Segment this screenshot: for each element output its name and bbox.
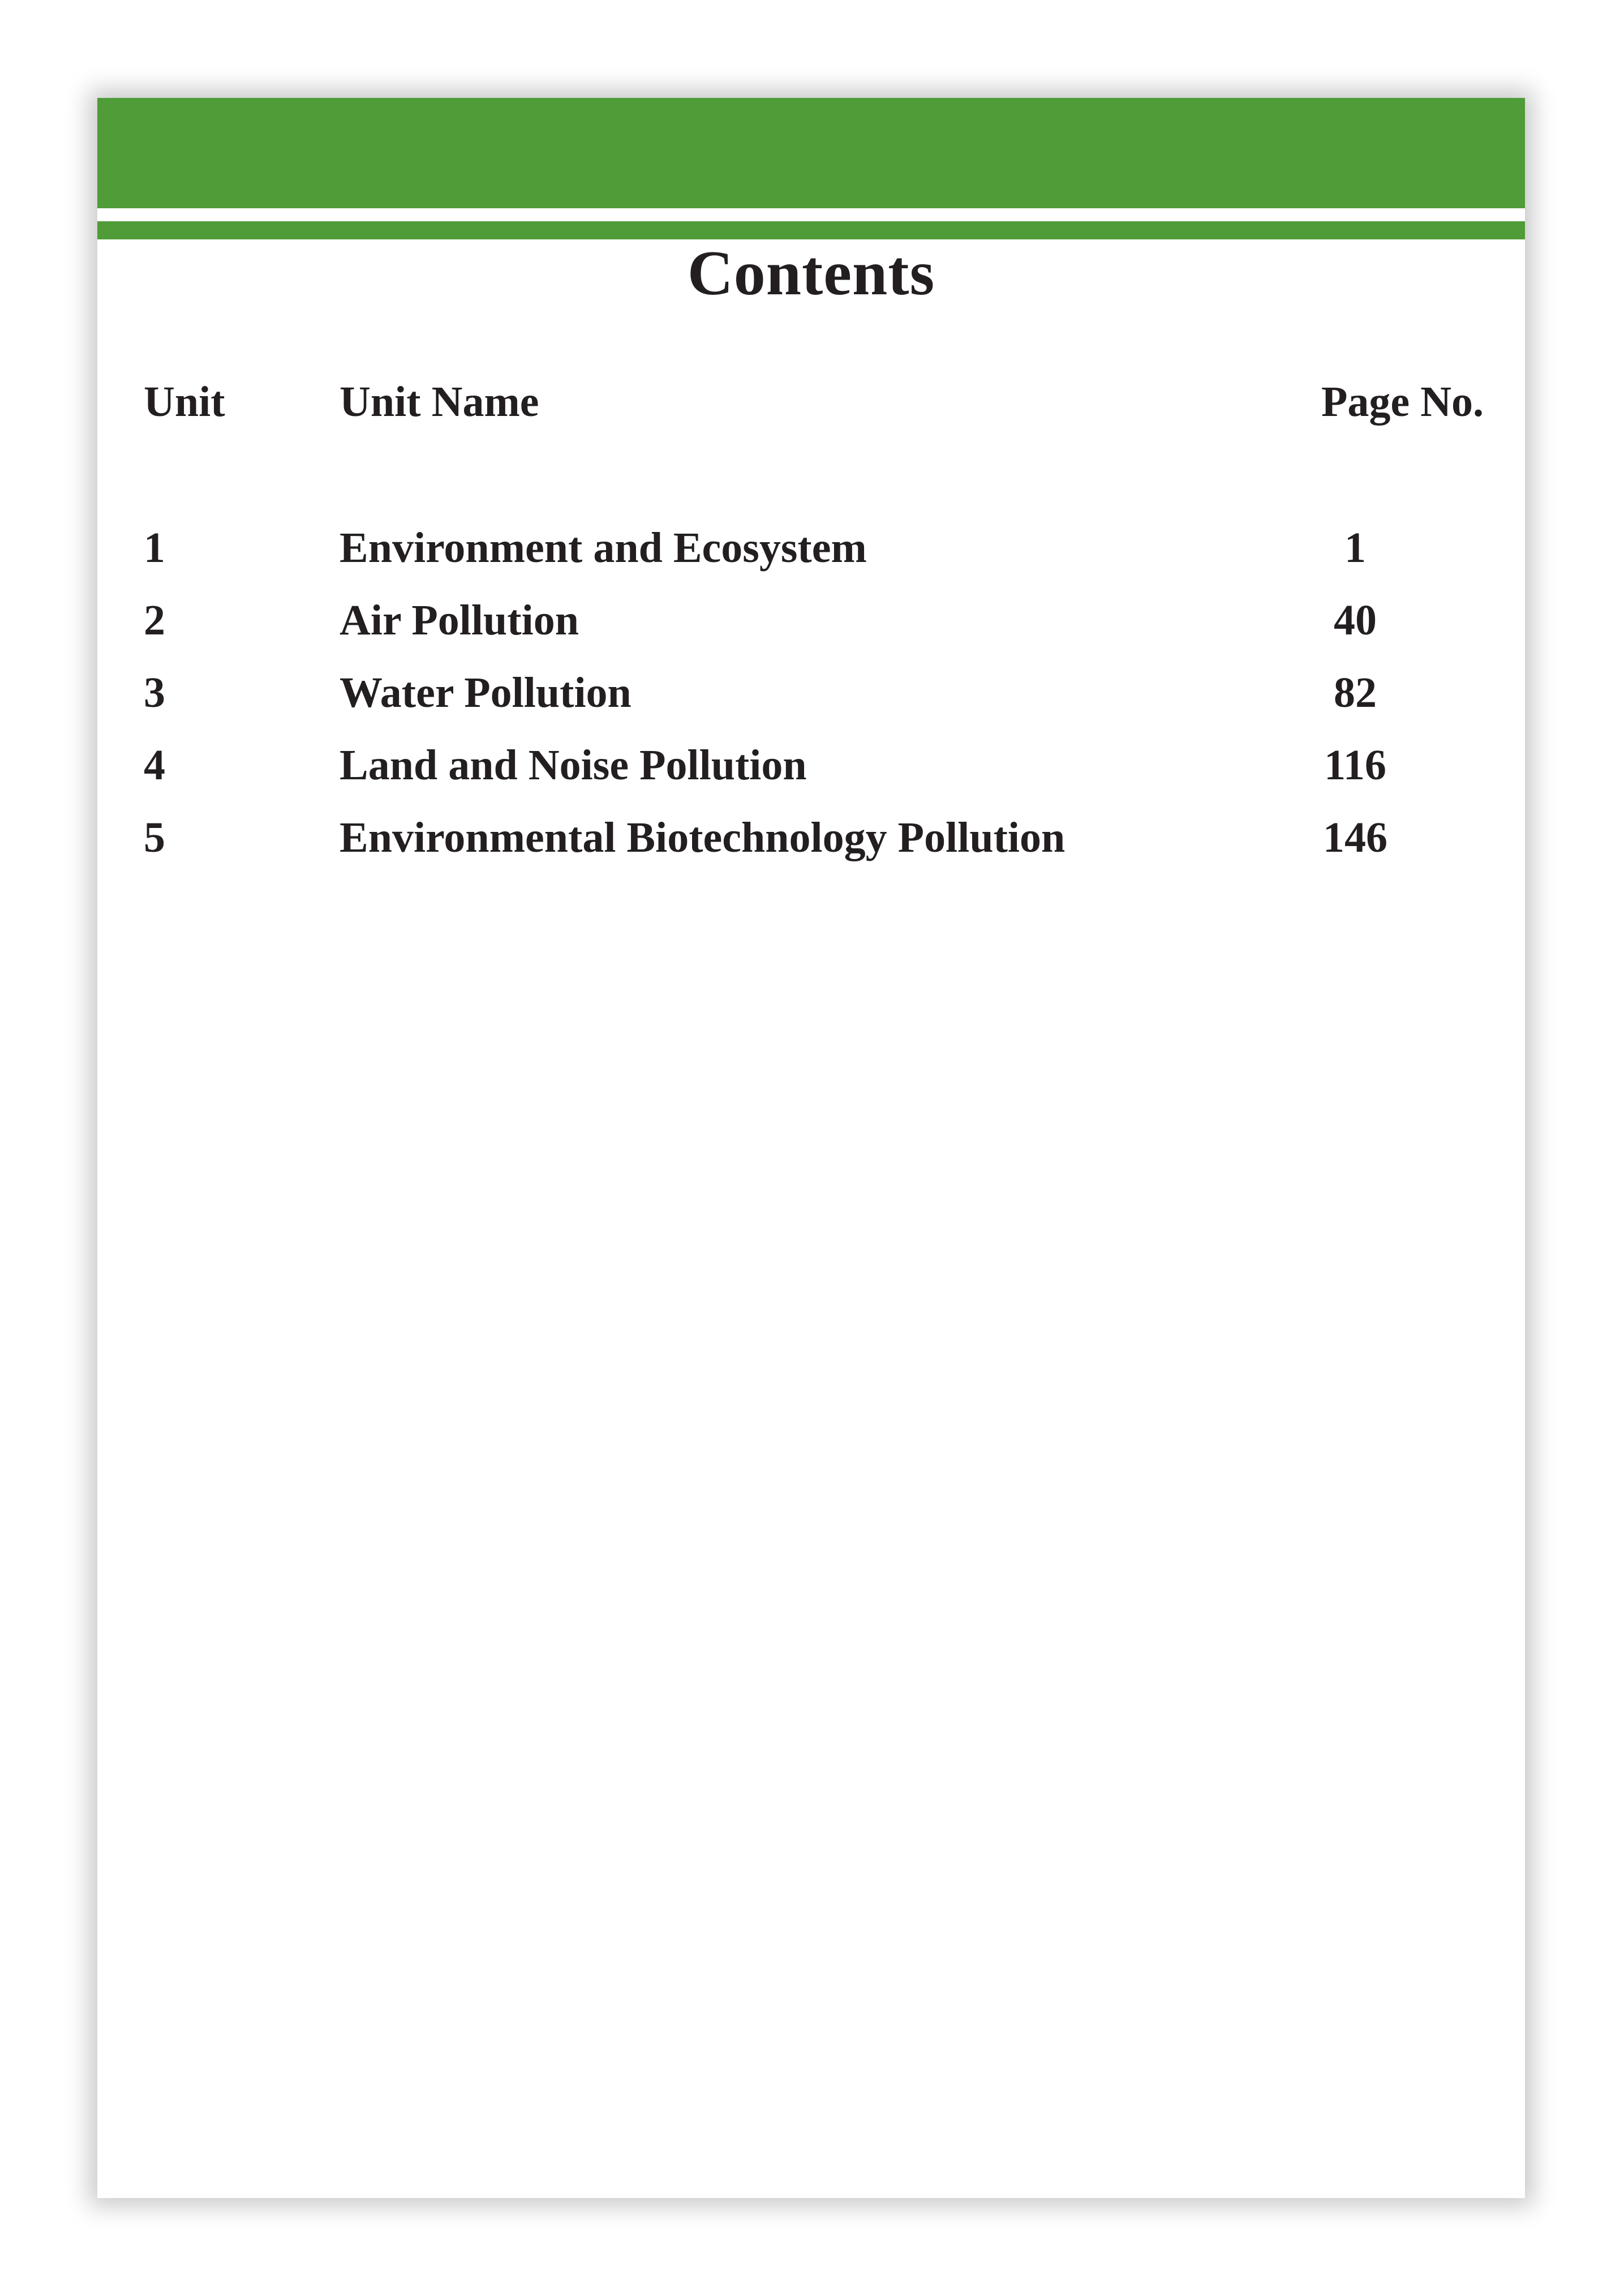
table-row (97, 591, 1525, 642)
table-row (97, 663, 1525, 714)
table-row (97, 518, 1525, 572)
page-number: 1 (1344, 524, 1366, 572)
page-number: 82 (1334, 669, 1377, 716)
unit-name: Water Pollution (340, 669, 631, 716)
header-unit-name: Unit Name (340, 378, 539, 426)
unit-number: 4 (144, 741, 165, 789)
unit-number: 1 (144, 524, 165, 572)
unit-number: 2 (144, 596, 165, 644)
unit-name: Environment and Ecosystem (340, 524, 867, 572)
unit-name: Land and Noise Pollution (340, 741, 807, 789)
page-number: 116 (1324, 741, 1386, 789)
table-header (97, 372, 1525, 426)
page-number: 146 (1323, 814, 1387, 861)
header-unit: Unit (144, 378, 225, 426)
unit-name: Air Pollution (340, 596, 579, 644)
header-green-band (97, 98, 1525, 208)
page-title: Contents (687, 238, 935, 308)
page-number: 40 (1334, 596, 1377, 644)
table-row (97, 736, 1525, 787)
header-page-no: Page No. (1321, 378, 1484, 426)
unit-name: Environmental Biotechnology Pollution (340, 814, 1066, 861)
document-page (97, 98, 1525, 2198)
table-row (97, 808, 1525, 859)
unit-number: 5 (144, 814, 165, 861)
unit-number: 3 (144, 669, 165, 716)
